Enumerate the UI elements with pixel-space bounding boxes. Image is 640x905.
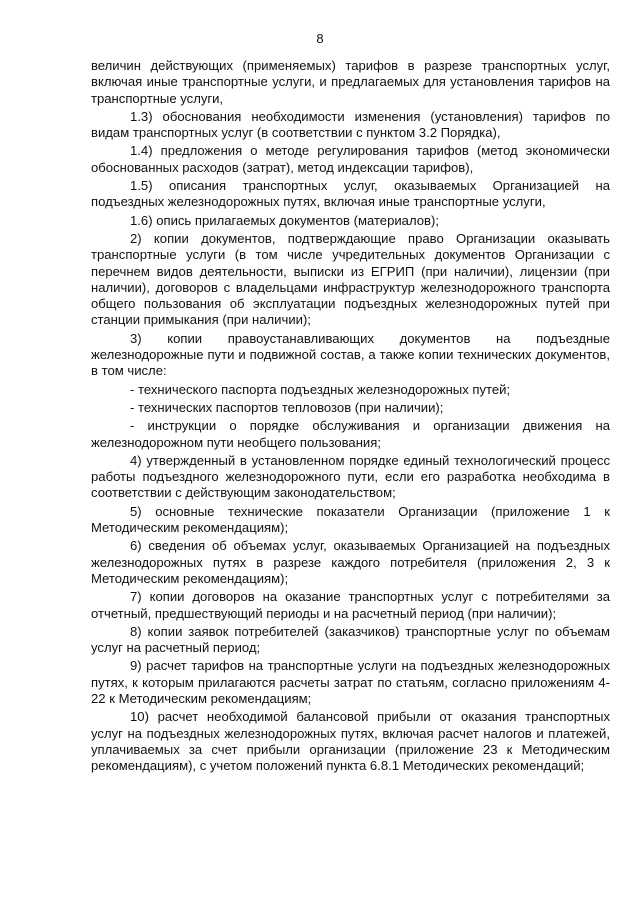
paragraph-dash-item: - инструкции о порядке обслуживания и организации движения на железнодорожном пути необщего пользования;: [91, 418, 610, 450]
paragraph-continuation: величин действующих (применяемых) тарифов в разрезе транспортных услуг, включая иные транспортные услуги, и предлагаемых для установления тарифов на транспортные услуги,: [91, 58, 610, 106]
paragraph-item-9: 9) расчет тарифов на транспортные услуги на подъездных железнодорожных путях, к которым прилагаются расчеты затрат по статьям, согласно приложениям 4-22 к Методическим рекомендациям;: [91, 658, 610, 706]
paragraph-item-3: 3) копии правоустанавливающих документов на подъездные железнодорожные пути и подвижной состав, а также копии технических документов, в том числе:: [91, 330, 610, 379]
paragraph-item-6: 6) сведения об объемах услуг, оказываемых Организацией на подъездных железнодорожных путях в разрезе каждого потребителя (приложения 2, 3 к Методическим рекомендациям);: [91, 538, 610, 586]
paragraph-item-7: 7) копии договоров на оказание транспортных услуг с потребителями за отчетный, предшествующий периоды и на расчетный период (при наличии);: [91, 589, 610, 621]
paragraph-item-4: 4) утвержденный в установленном порядке единый технологический процесс работы подъездного железнодорожного пути, если его разработка необходима в соответствии с действующим законодательством;: [91, 452, 610, 501]
paragraph-item-1-6: 1.6) опись прилагаемых документов (материалов);: [130, 212, 439, 228]
paragraph-item-5: 5) основные технические показатели Организации (приложение 1 к Методическим рекомендациям);: [91, 503, 610, 536]
paragraph-item-2: 2) копии документов, подтверждающие право Организации оказывать транспортные услуги (в том числе учредительных документов Организации с перечнем видов деятельности, выписки из ЕГРИП (при наличии), лицензии (при наличии), договоров с владельцами инфраструктур железнодорожного транспорта общего пользования об эксплуатации подъездных железнодорожных путей при станции примыкания (при наличии);: [91, 230, 610, 328]
paragraph-item-10: 10) расчет необходимой балансовой прибыли от оказания транспортных услуг на подъездных железнодорожных путях, включая расчет налогов и платежей, уплачиваемых за счет прибыли организации (приложение 23 к Методическим рекомендациям), с учетом положений пункта 6.8.1 Методических рекомендаций;: [91, 709, 610, 774]
paragraph-dash-item: - технических паспортов тепловозов (при наличии);: [130, 399, 444, 415]
paragraph-item-8: 8) копии заявок потребителей (заказчиков) транспортные услуг по объемам услуг на расчетный период;: [91, 623, 610, 656]
paragraph-item-1-4: 1.4) предложения о методе регулирования тарифов (метод экономически обоснованных расходов (затрат), метод индексации тарифов),: [91, 143, 610, 175]
paragraph-item-1-3: 1.3) обоснования необходимости изменения (установления) тарифов по видам транспортных услуг (в соответствии с пунктом 3.2 Порядка),: [91, 108, 610, 141]
paragraph-dash-item: - технического паспорта подъездных железнодорожных путей;: [130, 381, 511, 397]
document-body: [91, 58, 610, 776]
page-number: 8: [316, 31, 324, 46]
paragraph-item-1-5: 1.5) описания транспортных услуг, оказываемых Организацией на подъездных железнодорожных путях, включая иные транспортные услуги,: [91, 178, 610, 210]
